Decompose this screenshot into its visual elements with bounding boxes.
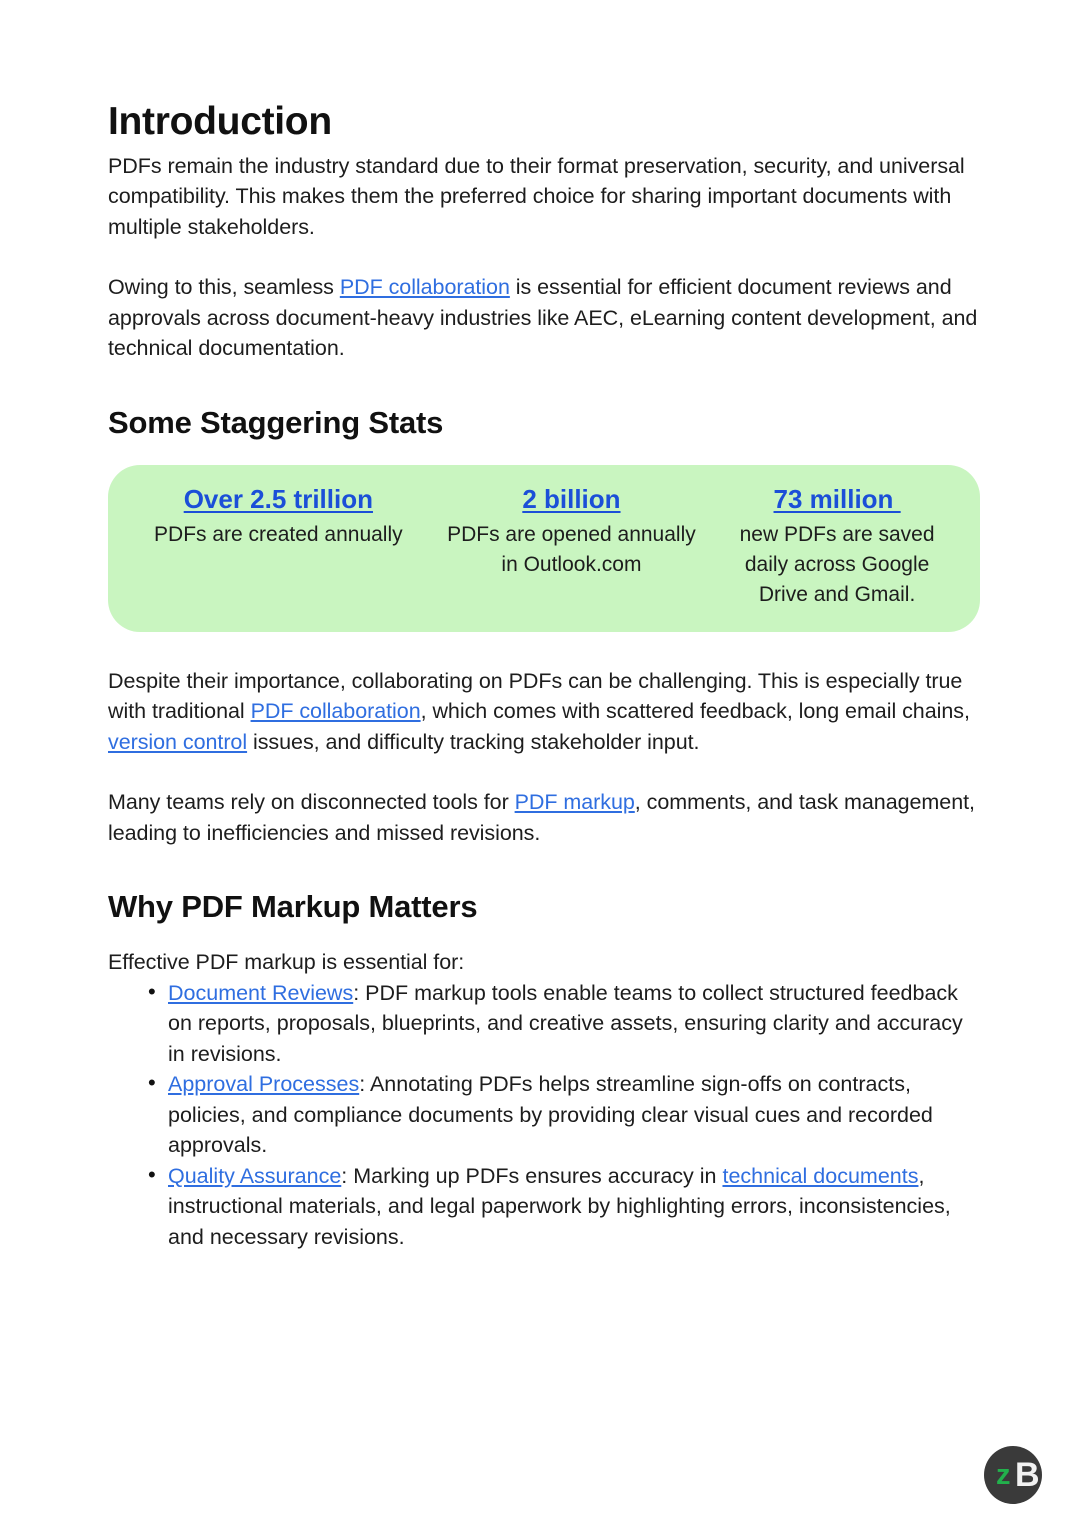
stat-caption: PDFs are created annually [154,522,403,546]
stat-number-link[interactable]: 2 billion [522,484,621,515]
list-item [148,978,980,1070]
intro-paragraph-2-text-after: is essential for efficient document reviews and approvals across document-heavy industries like AEC, eLearning content development, and technical documentation. [108,275,978,361]
link-version-control[interactable]: version control [108,729,248,754]
list-item-text-1: : Marking up PDFs ensures accuracy in [341,1163,723,1188]
list-item [148,1161,980,1253]
logo-letter-b: B [1015,1456,1039,1494]
list-item-text-1: : PDF markup tools enable teams to collect structured feedback on reports, proposals, blueprints, and creative assets, ensuring clarity and accuracy in revisions. [168,980,963,1066]
link-document-reviews[interactable]: Document Reviews [168,980,354,1005]
intro-paragraph-2 [108,272,980,364]
list-item-text-2: , instructional materials, and legal paperwork by highlighting errors, inconsistencies, and necessary revisions. [168,1163,951,1249]
section-heading-why-pdf-markup-matters: Why PDF Markup Matters [108,889,478,925]
brand-logo [984,1446,1046,1508]
benefits-list [108,978,980,1253]
paragraph-challenges-text-1: Despite their importance, collaborating on PDFs can be challenging. This is especially true with traditional [108,668,963,724]
stat-item [708,483,966,610]
intro-paragraph-1 [108,151,980,243]
link-pdf-collaboration-1[interactable]: PDF collaboration [339,275,510,300]
link-pdf-markup[interactable]: PDF markup [514,790,635,815]
document-content [108,100,980,1252]
link-pdf-collaboration-2[interactable]: PDF collaboration [250,699,421,724]
stats-callout-box [108,465,980,632]
link-quality-assurance[interactable]: Quality Assurance [168,1163,342,1188]
stat-caption: new PDFs are saved daily across Google Drive and Gmail. [739,522,935,606]
intro-paragraph-1-text: PDFs remain the industry standard due to their format preservation, security, and universal compatibility. This makes them the preferred choice for sharing important documents with multiple stakeholders. [108,153,965,239]
paragraph-essential-for: Effective PDF markup is essential for: [108,950,465,975]
stat-number-link[interactable]: Over 2.5 trillion [183,484,373,515]
intro-paragraph-2-text-before: Owing to this, seamless [108,275,340,300]
logo-letter-z: z [996,1459,1010,1491]
paragraph-challenges-text-2: , which comes with scattered feedback, long email chains, [420,699,970,724]
stat-item [435,483,709,610]
paragraph-disconnected-tools [108,787,980,848]
link-technical-documents[interactable]: technical documents [722,1163,919,1188]
link-approval-processes[interactable]: Approval Processes [168,1072,360,1097]
list-item [148,1069,980,1161]
stat-caption: PDFs are opened annually in Outlook.com [447,522,696,576]
list-item-text-1: : Annotating PDFs helps streamline sign-offs on contracts, policies, and compliance documents by providing clear visual cues and recorded approvals. [168,1072,933,1158]
stat-number-link[interactable]: 73 million [773,484,901,515]
paragraph-disconnected-tools-text-2: , comments, and task management, leading to inefficiencies and missed revisions. [108,790,975,845]
page-title: Introduction [108,100,332,143]
paragraph-disconnected-tools-text-1: Many teams rely on disconnected tools for [108,790,515,815]
paragraph-challenges-text-3: issues, and difficulty tracking stakeholder input. [247,729,700,754]
stat-item [122,483,435,610]
paragraph-challenges [108,666,980,758]
section-heading-staggering-stats: Some Staggering Stats [108,404,444,440]
